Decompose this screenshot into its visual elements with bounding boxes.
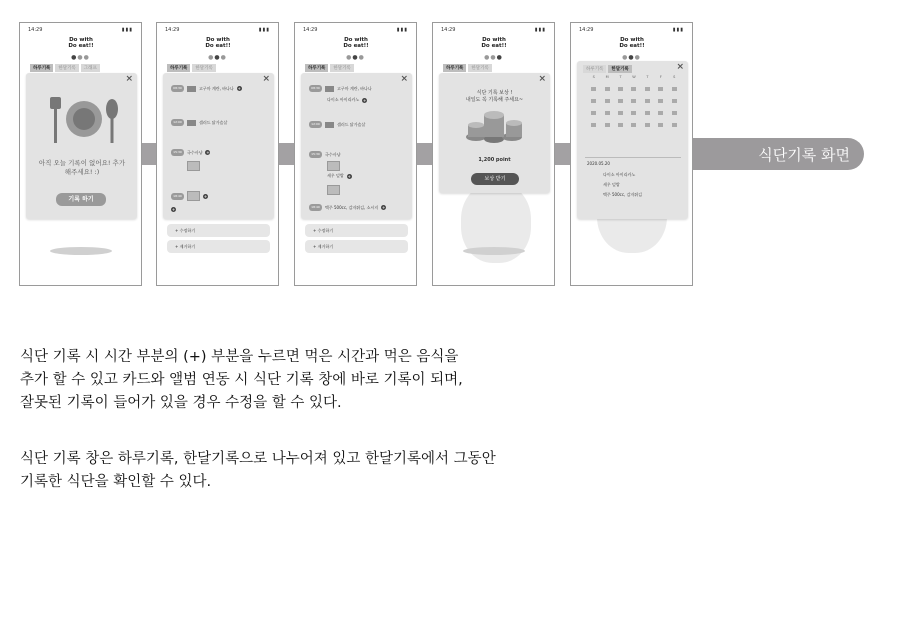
entry-text: 고구마 계란, 바나나 (199, 85, 234, 91)
reward-title: 식단 기록 보상 ! (476, 90, 513, 96)
month-entry: 다이소 아이리카노 (603, 172, 636, 177)
day-cell[interactable] (600, 122, 613, 127)
entry-time[interactable]: 18:40 (309, 204, 322, 211)
photo-thumb (325, 86, 334, 92)
section-label-pill (690, 138, 864, 170)
day-cell[interactable] (587, 122, 600, 127)
day-cell[interactable] (614, 86, 627, 91)
month-entry: 맥주 500cc, 감자튀김 (603, 192, 643, 197)
phone-screen-entries-filled (294, 22, 417, 286)
close-icon[interactable]: × (538, 74, 546, 84)
day-cell[interactable] (587, 98, 600, 103)
description-line: 추가 할 수 있고 카드와 앨범 연동 시 식단 기록 창에 바로 기록이 되며, (20, 372, 463, 388)
entry-time[interactable]: 15:30 (171, 149, 184, 156)
entry-text: 새우 덮밥 (327, 173, 344, 178)
day-cell[interactable] (641, 98, 654, 103)
day-cell[interactable] (668, 122, 681, 127)
tab-graph[interactable]: 그래프 (81, 64, 100, 72)
description-line: 식단 기록 시 시간 부분의 (+) 부분을 누르면 먹은 시간과 먹은 음식을 (20, 349, 459, 365)
app-logo: Do with Do eat!! (68, 37, 94, 49)
weekday-label: M (605, 75, 609, 79)
empty-card (26, 73, 137, 219)
page-dots: ●●● (484, 54, 503, 61)
image-placeholder-icon (327, 161, 340, 171)
day-cell[interactable] (600, 110, 613, 115)
image-placeholder-icon (327, 185, 340, 195)
tab-daily[interactable]: 하루기록 (30, 64, 53, 72)
calendar-divider (585, 157, 681, 158)
reward-button[interactable]: 보상 받기 (471, 173, 519, 185)
plus-icon[interactable]: + (237, 86, 241, 91)
phone-screen-empty (19, 22, 142, 286)
plus-icon[interactable]: + (203, 193, 208, 199)
phone-screen-reward (432, 22, 555, 286)
image-placeholder-icon (187, 191, 200, 201)
record-button[interactable]: 기록 하기 (56, 193, 106, 206)
weekday-label: S (592, 75, 595, 79)
entry-time[interactable]: 08:30 (309, 85, 322, 92)
entry-time[interactable]: 15:30 (309, 151, 322, 158)
status-time: 14:29 (165, 27, 180, 33)
edit-button[interactable]: + 수정하기 (305, 224, 408, 237)
app-logo: Do with Do eat!! (481, 37, 507, 49)
app-logo: Do with Do eat!! (619, 37, 645, 49)
signal-icon: ▮▮▮ (672, 27, 684, 33)
reward-card (439, 73, 550, 193)
tab-daily[interactable]: 하루기록 (167, 64, 190, 72)
day-cell[interactable] (614, 110, 627, 115)
status-time: 14:29 (303, 27, 318, 33)
add-entry-icon[interactable]: + (171, 207, 176, 212)
phone-screen-entries (156, 22, 279, 286)
entry-text: 고구마 계란, 바나나 (337, 85, 372, 91)
plus-icon[interactable]: + (206, 150, 210, 155)
delete-button[interactable]: + 제거하기 (167, 240, 270, 253)
close-icon[interactable]: × (400, 74, 408, 84)
day-cell[interactable] (600, 98, 613, 103)
page-dots: ●●● (346, 54, 365, 61)
entries-card (301, 73, 412, 219)
day-cell[interactable] (627, 86, 640, 91)
entry-text: 국수사냥 (187, 149, 203, 155)
tab-daily[interactable]: 하루기록 (583, 65, 606, 73)
description-paragraph-2 (20, 448, 496, 494)
entry-text: 샐러드 닭가슴살 (199, 119, 228, 125)
page-dots: ●●● (71, 54, 90, 61)
app-logo: Do with Do eat!! (205, 37, 231, 49)
description-line: 기록한 식단을 확인할 수 있다. (20, 474, 212, 490)
day-cell[interactable] (627, 110, 640, 115)
day-cell[interactable] (654, 110, 667, 115)
signal-icon: ▮▮▮ (534, 27, 546, 33)
weekday-label: T (619, 75, 622, 79)
close-icon[interactable]: × (262, 74, 270, 84)
calendar-card (577, 61, 688, 219)
phone-screen-monthly (570, 22, 693, 286)
edit-button[interactable]: + 수정하기 (167, 224, 270, 237)
tab-daily[interactable]: 하루기록 (305, 64, 328, 72)
selected-date: 2020.05.20 (587, 161, 610, 166)
description-line: 잘못된 기록이 들어가 있을 경우 수정을 할 수 있다. (20, 395, 342, 411)
empty-message: 아직 오늘 기록이 없어요! 추가해주세요! :) (38, 159, 126, 176)
entry-time[interactable]: 08:30 (171, 85, 184, 92)
day-cell[interactable] (654, 86, 667, 91)
day-cell[interactable] (614, 122, 627, 127)
day-cell[interactable] (614, 98, 627, 103)
page-dots: ●●● (622, 54, 641, 61)
plus-icon[interactable]: + (347, 173, 351, 179)
photo-thumb (187, 120, 196, 126)
entry-text: 샐러드 닭가슴살 (337, 121, 366, 127)
day-cell[interactable] (654, 122, 667, 127)
day-cell[interactable] (668, 110, 681, 115)
day-cell[interactable] (587, 110, 600, 115)
entry-time[interactable]: 12:00 (171, 119, 184, 126)
image-placeholder-icon (187, 161, 200, 171)
plus-icon[interactable]: + (363, 97, 367, 103)
description-line: 식단 기록 창은 하루기록, 한달기록으로 나누어져 있고 한달기록에서 그동안 (20, 451, 496, 467)
signal-icon: ▮▮▮ (121, 27, 133, 33)
weekday-label: T (646, 75, 649, 79)
calendar-grid (587, 75, 681, 127)
tab-monthly[interactable]: 한달기록 (55, 64, 78, 72)
tab-monthly[interactable]: 한달기록 (192, 64, 215, 72)
entry-text: 맥주 500cc, 감자튀김, 소시지 (325, 204, 379, 210)
points-value: 1,200 point (478, 157, 511, 163)
section-label: 식단기록 화면 (758, 146, 850, 164)
weekday-label: S (673, 75, 676, 79)
day-cell[interactable] (600, 86, 613, 91)
entries-card (163, 73, 274, 219)
entry-text: 국수사냥 (325, 151, 341, 157)
close-icon[interactable]: × (125, 74, 133, 84)
entry-time[interactable]: 12:00 (309, 121, 322, 128)
day-cell[interactable] (641, 122, 654, 127)
status-time: 14:29 (28, 27, 43, 33)
day-cell[interactable] (587, 86, 600, 91)
description-paragraph-1 (20, 346, 463, 415)
day-cell[interactable] (641, 86, 654, 91)
reward-subtitle: 내일도 꼭 기록해 주세요~ (465, 97, 524, 103)
card-shadow (463, 247, 525, 255)
photo-thumb (187, 86, 196, 92)
month-entry: 새우 덮밥 (603, 182, 620, 187)
coins-icon (462, 109, 528, 145)
weekday-label: W (632, 75, 636, 79)
photo-thumb (325, 122, 334, 128)
tab-monthly[interactable]: 한달기록 (468, 64, 491, 72)
status-time: 14:29 (441, 27, 456, 33)
day-cell[interactable] (668, 86, 681, 91)
weekday-label: F (659, 75, 662, 79)
tab-monthly[interactable]: 한달기록 (330, 64, 353, 72)
fork-plate-spoon-icon (46, 95, 126, 145)
day-cell[interactable] (641, 110, 654, 115)
day-cell[interactable] (627, 122, 640, 127)
plus-icon[interactable]: + (381, 205, 386, 210)
page-dots: ●●● (208, 54, 227, 61)
tab-daily[interactable]: 하루기록 (443, 64, 466, 72)
delete-button[interactable]: + 제거하기 (305, 240, 408, 253)
day-cell[interactable] (627, 98, 640, 103)
signal-icon: ▮▮▮ (396, 27, 408, 33)
app-logo: Do with Do eat!! (343, 37, 369, 49)
status-time: 14:29 (579, 27, 594, 33)
signal-icon: ▮▮▮ (258, 27, 270, 33)
tab-monthly[interactable]: 한달기록 (608, 65, 631, 73)
close-icon[interactable]: × (676, 62, 684, 72)
card-shadow (50, 247, 112, 255)
day-cell[interactable] (654, 98, 667, 103)
entry-time[interactable]: 18:40 (171, 193, 184, 200)
day-cell[interactable] (668, 98, 681, 103)
entry-text: 다이소 아이리카노 (327, 97, 360, 102)
